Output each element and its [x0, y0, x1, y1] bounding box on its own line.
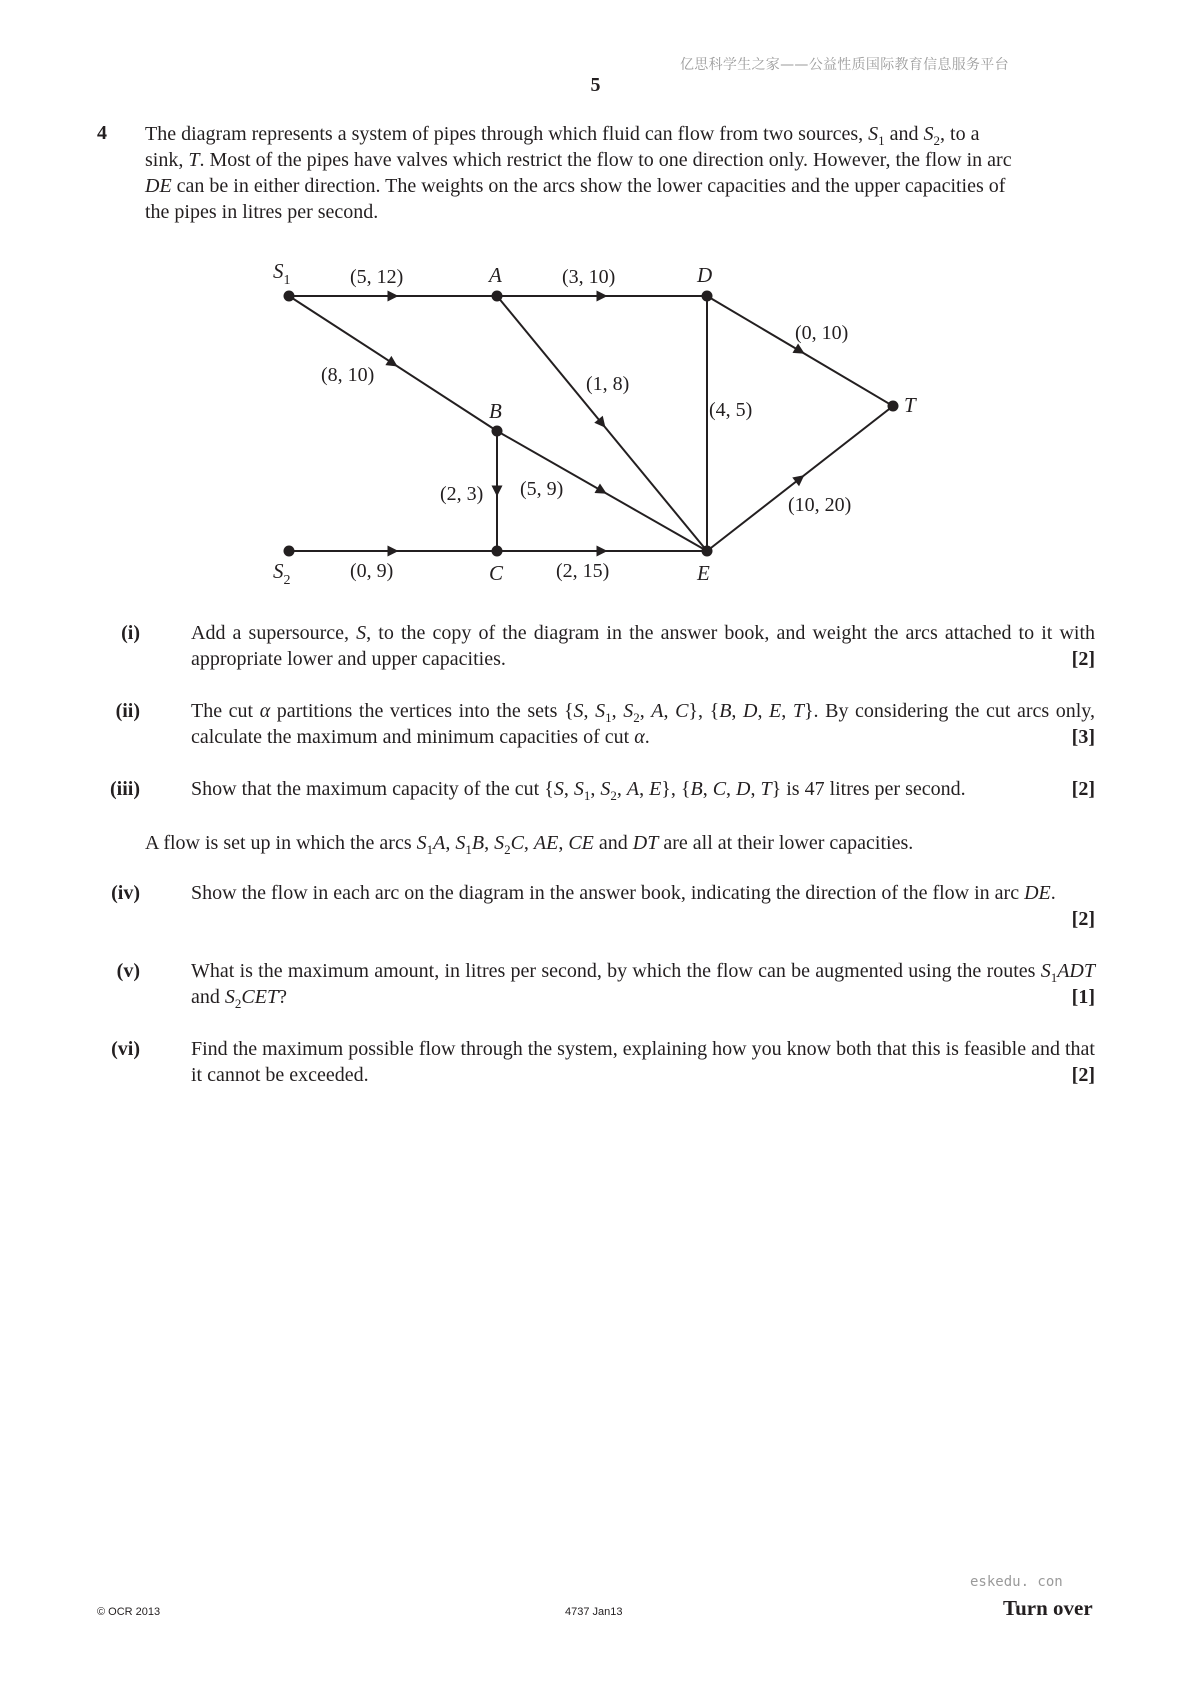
node-E — [702, 546, 713, 557]
part-marks: [3] — [1071, 726, 1095, 748]
node-label-E: E — [697, 561, 710, 585]
part-text: Show the flow in each arc on the diagram in the answer book, indicating the direction of the flow in arc DE. — [191, 882, 1056, 904]
weight-S2C: (0, 9) — [350, 560, 394, 582]
copyright: © OCR 2013 — [97, 1606, 161, 1618]
node-label-B: B — [489, 399, 502, 423]
arrow-AD — [597, 291, 608, 302]
node-label-T: T — [904, 393, 916, 417]
node-label-S2: $S_2$ — [273, 559, 291, 588]
node-C — [492, 546, 503, 557]
part-text: What is the maximum amount, in litres per second, by which the flow can be augmented using the routes $S_1ADT$ and $S_2CET$? — [191, 960, 1095, 1011]
part-text: The cut α partitions the vertices into the sets {S, $S_1$, $S_2$, A, C}, {B, D, E, T}. By considering the cut arcs only, calculate the maximum and minimum capacities of cut α. — [191, 700, 1095, 748]
weight-AD: (3, 10) — [562, 266, 616, 288]
node-A — [492, 291, 503, 302]
weight-DE: (4, 5) — [709, 399, 753, 421]
page-number: 5 — [590, 74, 601, 96]
part-marks: [2] — [1071, 778, 1095, 800]
node-label-A: A — [489, 263, 502, 287]
node-S1 — [284, 291, 295, 302]
arrow-S2C — [388, 546, 399, 557]
part-text: Add a supersource, S, to the copy of the diagram in the answer book, and weight the arcs attached to it with appropriate lower and upper capacities. — [191, 622, 1095, 670]
part-marks: [2] — [1071, 648, 1095, 670]
weight-S1B: (8, 10) — [321, 364, 375, 386]
part-marks: [2] — [1071, 1064, 1095, 1086]
part-label: (iii) — [110, 778, 140, 800]
node-label-D: D — [697, 263, 713, 287]
intro-line-3: DE can be in either direction. The weights on the arcs show the lower capacities and the upper capacities of — [145, 175, 1006, 197]
part-text: Show that the maximum capacity of the cut {S, $S_1$, $S_2$, A, E}, {B, C, D, T} is 47 litres per second. — [191, 778, 966, 803]
question-number: 4 — [97, 122, 107, 144]
node-T — [888, 401, 899, 412]
arrow-S1A — [388, 291, 399, 302]
part-label: (ii) — [115, 700, 140, 722]
node-D — [702, 291, 713, 302]
footer-watermark: eskedu. con — [970, 1574, 1063, 1590]
paper-code: 4737 Jan13 — [565, 1606, 623, 1618]
node-B — [492, 426, 503, 437]
part-text: Find the maximum possible flow through the system, explaining how you know both that this is feasible and that it cannot be exceeded. — [191, 1038, 1095, 1086]
arrow-BC — [492, 486, 503, 497]
part-marks: [1] — [1071, 986, 1095, 1008]
intro-line-1: The diagram represents a system of pipes through which fluid can flow from two sources, $S_1$ and $S_2$, to a — [145, 123, 980, 148]
flow-stem: A flow is set up in which the arcs $S_1A$, $S_1B$, $S_2C$, AE, CE and DT are all at their lower capacities. — [145, 832, 914, 857]
arrow-ET — [792, 475, 804, 486]
part-label: (vi) — [111, 1038, 140, 1060]
weight-BC: (2, 3) — [440, 483, 484, 505]
weight-S1A: (5, 12) — [350, 266, 404, 288]
arrow-S1B — [385, 356, 397, 367]
node-label-S1: $S_1$ — [273, 259, 291, 288]
header-watermark: 亿思科学生之家——公益性质国际教育信息服务平台 — [680, 57, 1009, 73]
intro-line-4: the pipes in litres per second. — [145, 201, 379, 223]
part-marks: [2] — [1071, 908, 1095, 930]
weight-BE: (5, 9) — [520, 478, 564, 500]
arrow-CE — [597, 546, 608, 557]
weight-CE: (2, 15) — [556, 560, 610, 582]
node-label-C: C — [489, 561, 504, 585]
node-S2 — [284, 546, 295, 557]
part-label: (iv) — [111, 882, 140, 904]
turn-over: Turn over — [1003, 1596, 1093, 1620]
intro-line-2: sink, T. Most of the pipes have valves which restrict the flow to one direction only. However, the flow in arc — [145, 149, 1012, 171]
part-label: (v) — [116, 960, 140, 982]
weight-DT: (0, 10) — [795, 322, 849, 344]
weight-ET: (10, 20) — [788, 494, 852, 516]
weight-AE: (1, 8) — [586, 373, 630, 395]
part-label: (i) — [121, 622, 140, 644]
